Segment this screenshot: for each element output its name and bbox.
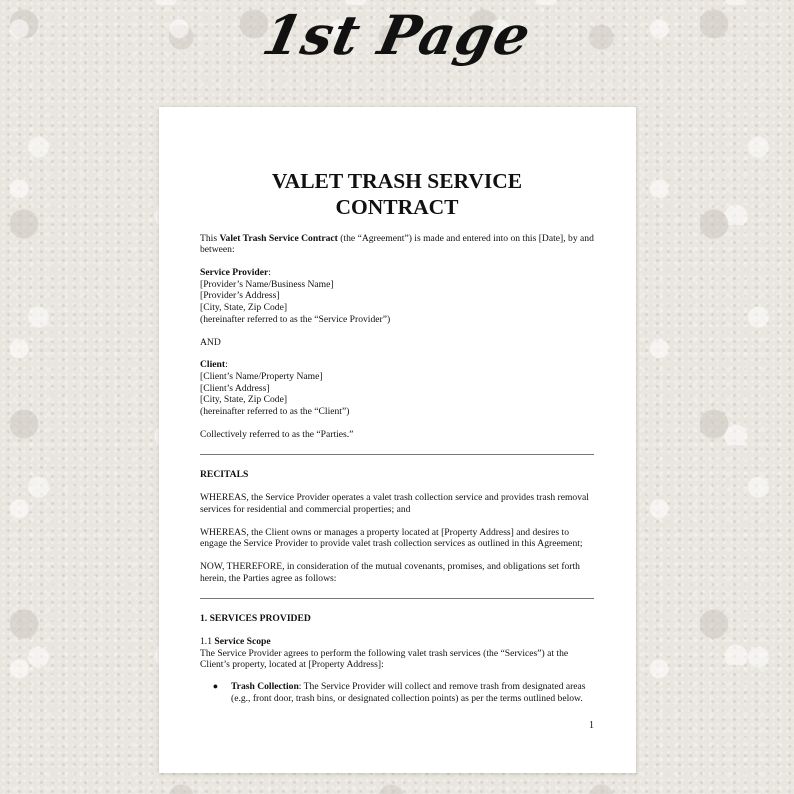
client-heading-line [200,359,594,371]
provider-heading: Service Provider [200,267,269,278]
and-separator: AND [200,336,221,348]
client-line: [City, State, Zip Code] [200,394,288,406]
client-heading: Client [200,359,226,371]
bullet-text [231,681,594,704]
recital-paragraph: WHEREAS, the Service Provider operates a valet trash collection service and provides trash removal services for residential and commercial properties; and [200,492,589,515]
contract-content [200,169,594,705]
contract-page [159,107,636,773]
client-line: [Client’s Name/Property Name] [200,370,323,382]
client-colon: : [225,359,228,371]
bullet-icon: ● [212,681,219,692]
section-divider [200,454,594,455]
provider-line: (hereinafter referred to as the “Service Provider”) [200,313,391,325]
client-block [200,359,594,418]
recital-paragraph: WHEREAS, the Client owns or manages a property located at [Property Address] and desires to engage the Service Provider to provide valet trash collection services as outlined in this Agreement; [200,526,583,550]
title-line-2: CONTRACT [335,194,459,219]
service-scope-heading [200,636,594,648]
services-heading: 1. SERVICES PROVIDED [200,613,311,625]
title-line-1: VALET TRASH SERVICE [271,169,523,193]
section-divider [200,598,594,599]
parties-statement: Collectively referred to as the “Parties.” [200,428,354,440]
intro-contract-name: Valet Trash Service Contract [219,232,338,244]
document-title [200,169,594,221]
provider-line: [Provider’s Name/Business Name] [200,278,334,290]
provider-block [200,267,594,326]
page-number: 1 [589,720,594,731]
service-bullet-item [200,681,594,704]
provider-line: [City, State, Zip Code] [200,302,288,314]
provider-heading-line [200,267,594,279]
bullet-description: : The Service Provider will collect and remove trash from designated areas (e.g., front door, trash bins, or designated collection points) as per the terms outlined below. [231,681,586,704]
provider-colon: : [268,267,271,278]
client-line: (hereinafter referred to as the “Client”) [200,406,350,418]
intro-paragraph [200,233,594,256]
client-line: [Client’s Address] [200,382,270,394]
scope-number: 1.1 [200,636,215,648]
page-label: 1st Page [257,3,537,67]
provider-line: [Provider’s Address] [200,290,280,302]
service-scope-text: The Service Provider agrees to perform the following valet trash services (the “Services”) at the Client’s property, located at [Property Address]: [200,647,569,671]
recital-paragraph: NOW, THEREFORE, in consideration of the mutual covenants, promises, and obligations set forth herein, the Parties agree as follows: [200,560,580,584]
bullet-label: Trash Collection [231,681,299,693]
scope-title: Service Scope [214,636,271,648]
intro-suffix: (the “Agreement”) is made and entered into on this [Date], by and between: [200,232,594,256]
recitals-heading: RECITALS [200,469,249,481]
intro-prefix: This [200,232,220,244]
